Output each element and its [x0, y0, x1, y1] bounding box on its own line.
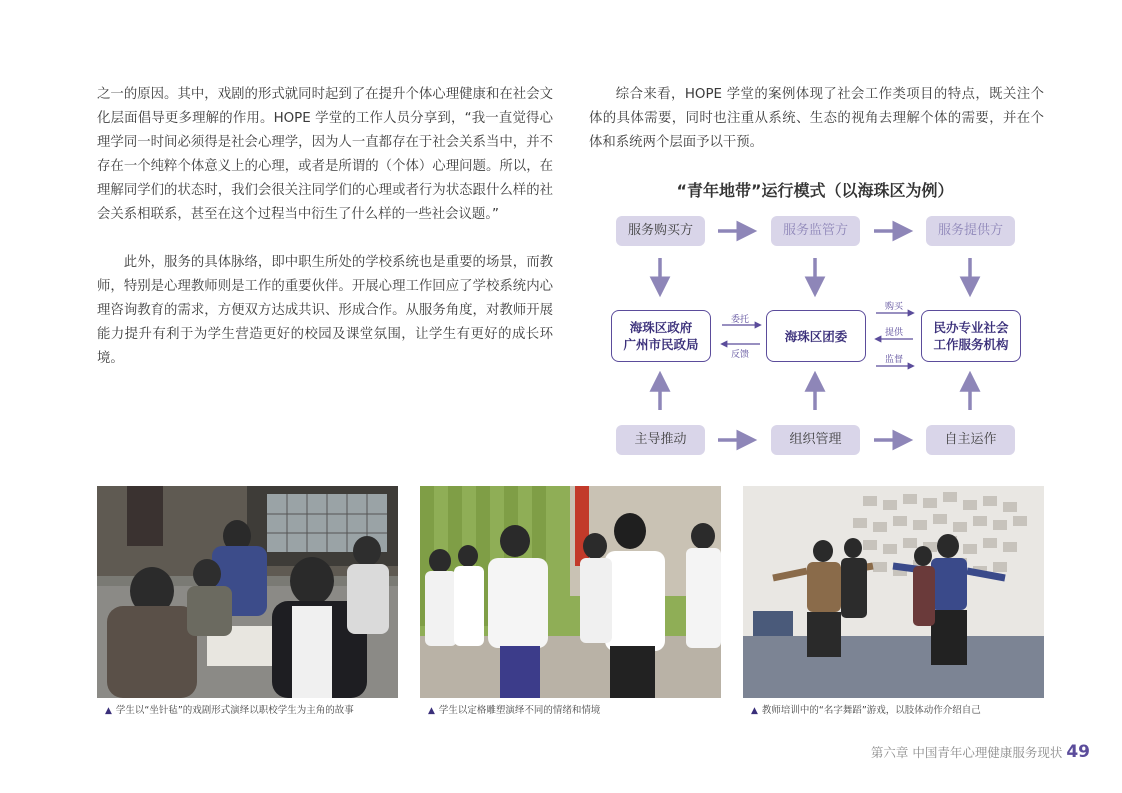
- label-entrust: 委托: [730, 315, 749, 325]
- node-org-management: 组织管理: [771, 425, 860, 455]
- body-paragraph: 之一的原因。其中，戏剧的形式就同时起到了在提升个体心理健康和在社会文化层面倡导更多理解的作用。HOPE 学堂的工作人员分享到，“我一直觉得心理学同一时间必须得是社会心理学，因为人一直都存在于社会关系当中，并不存在一个纯粹个体意义上的心理，或者是所谓的（个体）心理问题。所以，在理解同学们的状态时，我们会很关注同学们的心理或者行为状态跟什么样的社会关系相联系，甚至在这个过程当中衍生了什么样的一些社会议题。”: [97, 87, 553, 222]
- left-text-column: [97, 83, 553, 371]
- node-line: 工作服务机构: [933, 337, 1009, 352]
- node-line: 广州市民政局: [623, 337, 699, 352]
- label-feedback: 反馈: [730, 350, 749, 360]
- node-line: 海珠区政府: [629, 320, 693, 335]
- node-line: 民办专业社会: [933, 320, 1009, 335]
- diagram-title: “青年地带”运行模式（以海珠区为例）: [676, 181, 954, 200]
- caption-photo-3: [751, 702, 981, 716]
- caption-text: 学生以“坐针毡”的戏剧形式演绎以职校学生为主角的故事: [115, 705, 354, 716]
- body-paragraph: 综合来看，HOPE 学堂的案例体现了社会工作类项目的特点，既关注个体的具体需要，同时也注重从系统、生态的视角去理解个体的需要，并在个体和系统两个层面予以干预。: [589, 87, 1044, 150]
- caption-text: 教师培训中的“名字舞蹈”游戏，以肢体动作介绍自己: [761, 705, 981, 716]
- node-youth-league: [766, 310, 866, 362]
- triangle-icon: ▲: [428, 706, 435, 716]
- node-social-work-agency: [921, 310, 1021, 362]
- page-number: 49: [1066, 742, 1090, 762]
- caption-text: 学生以定格雕塑演绎不同的情绪和情境: [438, 705, 601, 716]
- body-paragraph: 此外，服务的具体脉络，即中职生所处的学校系统也是重要的场景，而教师，特别是心理教师则是工作的重要伙伴。开展心理工作回应了学校系统内心理咨询教育的需求，方便双方达成共识、形成合作。从服务角度，对教师开展能力提升有利于为学生营造更好的校园及课堂氛围，让学生有更好的成长环境。: [97, 255, 553, 366]
- photo-freeze-frame: [420, 486, 721, 698]
- caption-photo-2: [428, 702, 600, 716]
- caption-photo-1: [105, 702, 354, 716]
- right-text-column: [589, 83, 1044, 155]
- chapter-title: 第六章 中国青年心理健康服务现状: [870, 745, 1063, 760]
- photo-classroom-drama: [97, 486, 398, 698]
- node-service-provider: 服务提供方: [926, 216, 1015, 246]
- node-service-supervisor: 服务监管方: [771, 216, 860, 246]
- node-autonomous-operation: 自主运作: [926, 425, 1015, 455]
- triangle-icon: ▲: [105, 706, 112, 716]
- label-purchase: 购买: [884, 302, 903, 312]
- node-district-government: [611, 310, 711, 362]
- node-line: 海珠区团委: [784, 328, 848, 344]
- page-footer: [871, 742, 1090, 762]
- node-lead-drive: 主导推动: [616, 425, 705, 455]
- node-service-buyer: 服务购买方: [616, 216, 705, 246]
- label-supervise: 监督: [884, 355, 903, 365]
- triangle-icon: ▲: [751, 706, 758, 716]
- label-provide: 提供: [884, 328, 903, 338]
- photo-name-dance: [743, 486, 1044, 698]
